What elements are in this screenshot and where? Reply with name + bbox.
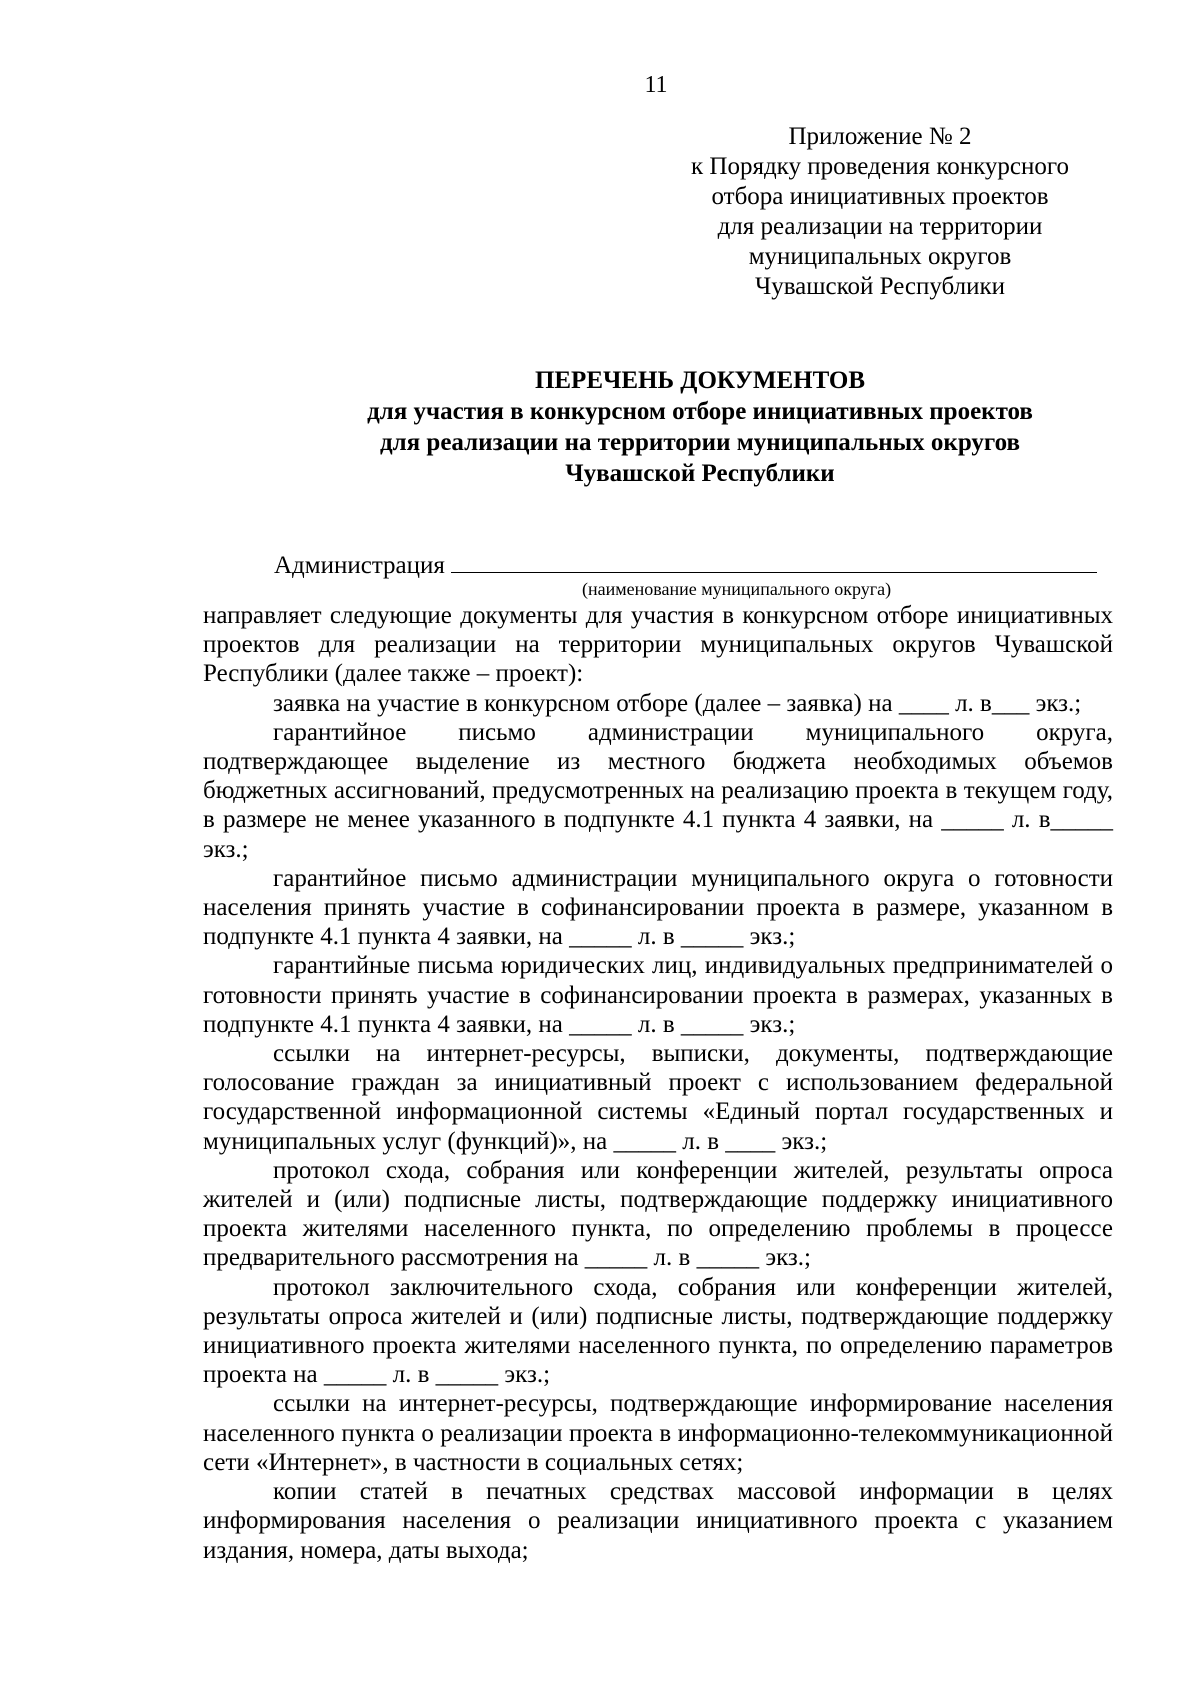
list-item: гарантийное письмо администрации муниципального округа, подтверждающее выделение из местного бюджета необходимых объемов бюджетных ассигнований, предусмотренных на реализацию проекта в текущем году, в размере не менее указанного в подпункте 4.1 пункта 4 заявки, на _____ л. в_____ экз.; xyxy=(203,718,1113,863)
title-main: ПЕРЕЧЕНЬ ДОКУМЕНТОВ xyxy=(534,367,866,394)
body-paragraph: направляет следующие документы для участия в конкурсном отборе инициативных проектов для реализации на территории муниципальных округов Чувашской Республики (далее также – проект): xyxy=(203,602,1113,688)
appendix-line: Чувашской Республики xyxy=(754,273,1006,300)
administration-caption: (наименование муниципального округа) xyxy=(582,579,892,599)
title-line: для реализации на территории муниципальных округов xyxy=(379,429,1021,456)
document-body xyxy=(203,601,1113,1565)
list-item: заявка на участие в конкурсном отборе (далее – заявка) на ____ л. в___ экз.; xyxy=(273,689,1082,717)
municipality-name-blank xyxy=(451,548,1097,573)
list-item: ссылки на интернет-ресурсы, выписки, документы, подтверждающие голосование граждан за инициативный проект с использованием федеральной государственной информационной системы «Единый портал государственных и муниципальных услуг (функций)», на _____ л. в ____ экз.; xyxy=(203,1040,1113,1155)
administration-row xyxy=(274,548,1097,581)
title-line: Чувашской Республики xyxy=(565,460,835,487)
list-item: протокол заключительного схода, собрания или конференции жителей, результаты опроса жителей и (или) подписные листы, подтверждающие поддержку инициативного проекта жителями населенного пункта, по определению параметров проекта на _____ л. в _____ экз.; xyxy=(203,1273,1113,1389)
appendix-line: муниципальных округов xyxy=(748,243,1012,270)
appendix-line: для реализации на территории xyxy=(717,213,1043,240)
list-item: ссылки на интернет-ресурсы, подтверждающие информирование населения населенного пункта о реализации проекта в информационно-телекоммуникационной сети «Интернет», в частности в социальных сетях; xyxy=(203,1390,1113,1476)
appendix-line: отбора инициативных проектов xyxy=(711,183,1049,210)
list-item: протокол схода, собрания или конференции жителей, результаты опроса жителей и (или) подписные листы, подтверждающие поддержку инициативного проекта жителями населенного пункта, по определению проблемы в процессе предварительного рассмотрения на _____ л. в _____ экз.; xyxy=(203,1156,1113,1272)
appendix-line: к Порядку проведения конкурсного xyxy=(691,153,1069,180)
page-number: 11 xyxy=(644,72,668,98)
appendix-line: Приложение № 2 xyxy=(788,123,972,150)
administration-label: Администрация xyxy=(274,552,445,579)
list-item: гарантийные письма юридических лиц, индивидуальных предпринимателей о готовности принять участие в софинансировании проекта в размерах, указанных в подпункте 4.1 пункта 4 заявки, на _____ л. в _____ экз.; xyxy=(203,952,1113,1038)
list-item: копии статей в печатных средствах массовой информации в целях информирования населения о реализации инициативного проекта с указанием издания, номера, даты выхода; xyxy=(203,1478,1113,1564)
list-item: гарантийное письмо администрации муниципального округа о готовности населения принять участие в софинансировании проекта в размере, указанном в подпункте 4.1 пункта 4 заявки, на _____ л. в _____ экз.; xyxy=(203,864,1113,951)
appendix-header xyxy=(660,122,1100,302)
document-title xyxy=(0,365,1200,489)
title-line: для участия в конкурсном отборе инициативных проектов xyxy=(367,398,1033,425)
